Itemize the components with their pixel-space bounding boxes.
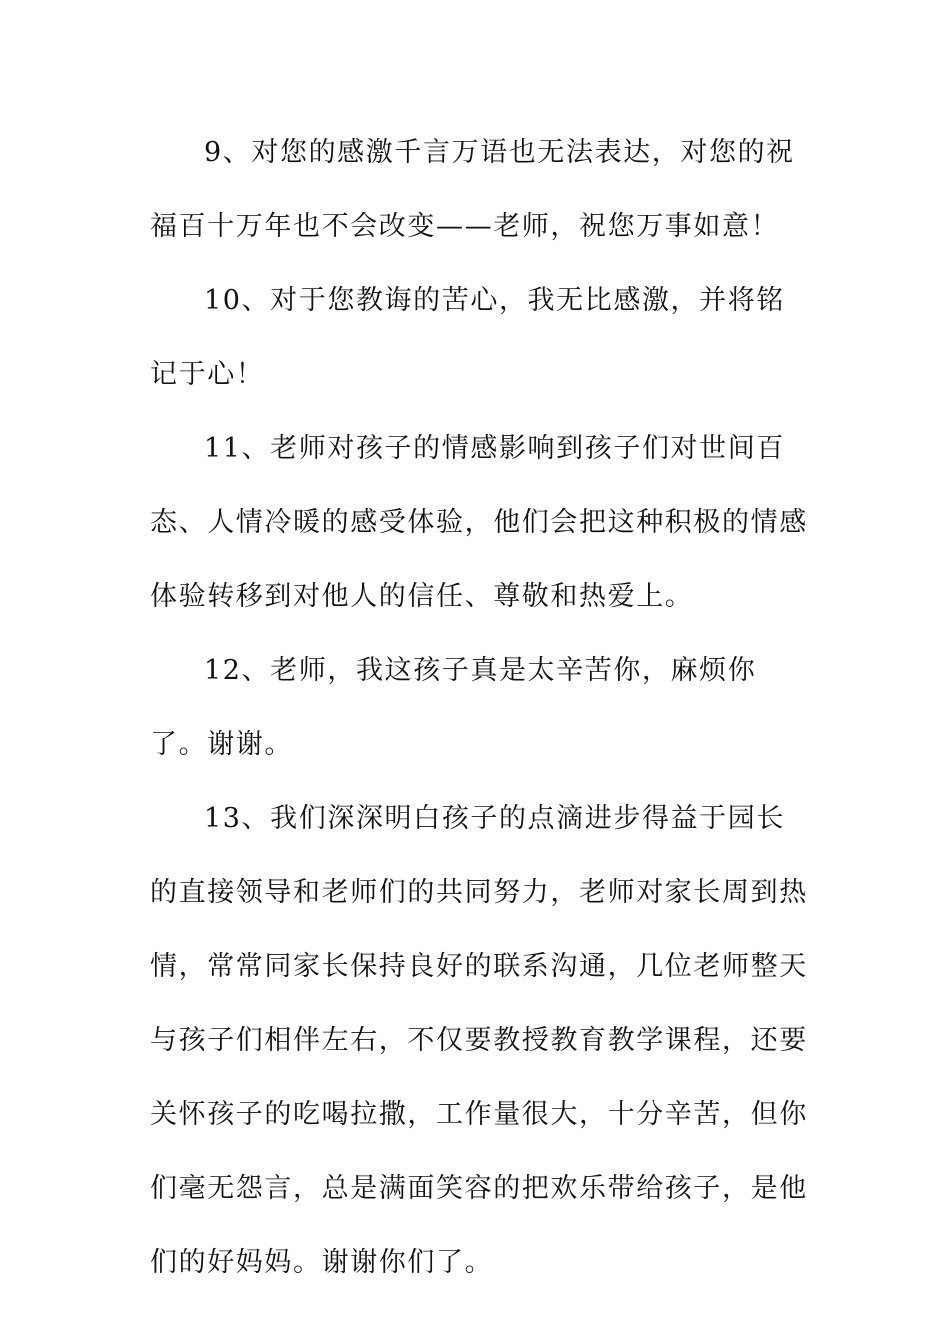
paragraph-11: 11、老师对孩子的情感影响到孩子们对世间百态、人情冷暖的感受体验，他们会把这种积极的情感体验转移到对他人的信任、尊敬和热爱上。: [150, 433, 808, 612]
paragraph-10: 10、对于您教诲的苦心，我无比感激，并将铭记于心！: [150, 285, 785, 390]
paragraph-9: 9、对您的感激千言万语也无法表达，对您的祝福百十万年也不会改变——老师，祝您万事如意！: [150, 137, 795, 242]
paragraph-13: 13、我们深深明白孩子的点滴进步得益于园长的直接领导和老师们的共同努力，老师对家长周到热情，常常同家长保持良好的联系沟通，几位老师整天与孩子们相伴左右，不仅要教授教育教学课程，还要关怀孩子的吃喝拉撒，工作量很大，十分辛苦，但你们毫无怨言，总是满面笑容的把欢乐带给孩子，是他们的好妈妈。谢谢你们了。: [150, 803, 808, 1278]
paragraph-12: 12、老师，我这孩子真是太辛苦你，麻烦你了。谢谢。: [150, 655, 757, 760]
